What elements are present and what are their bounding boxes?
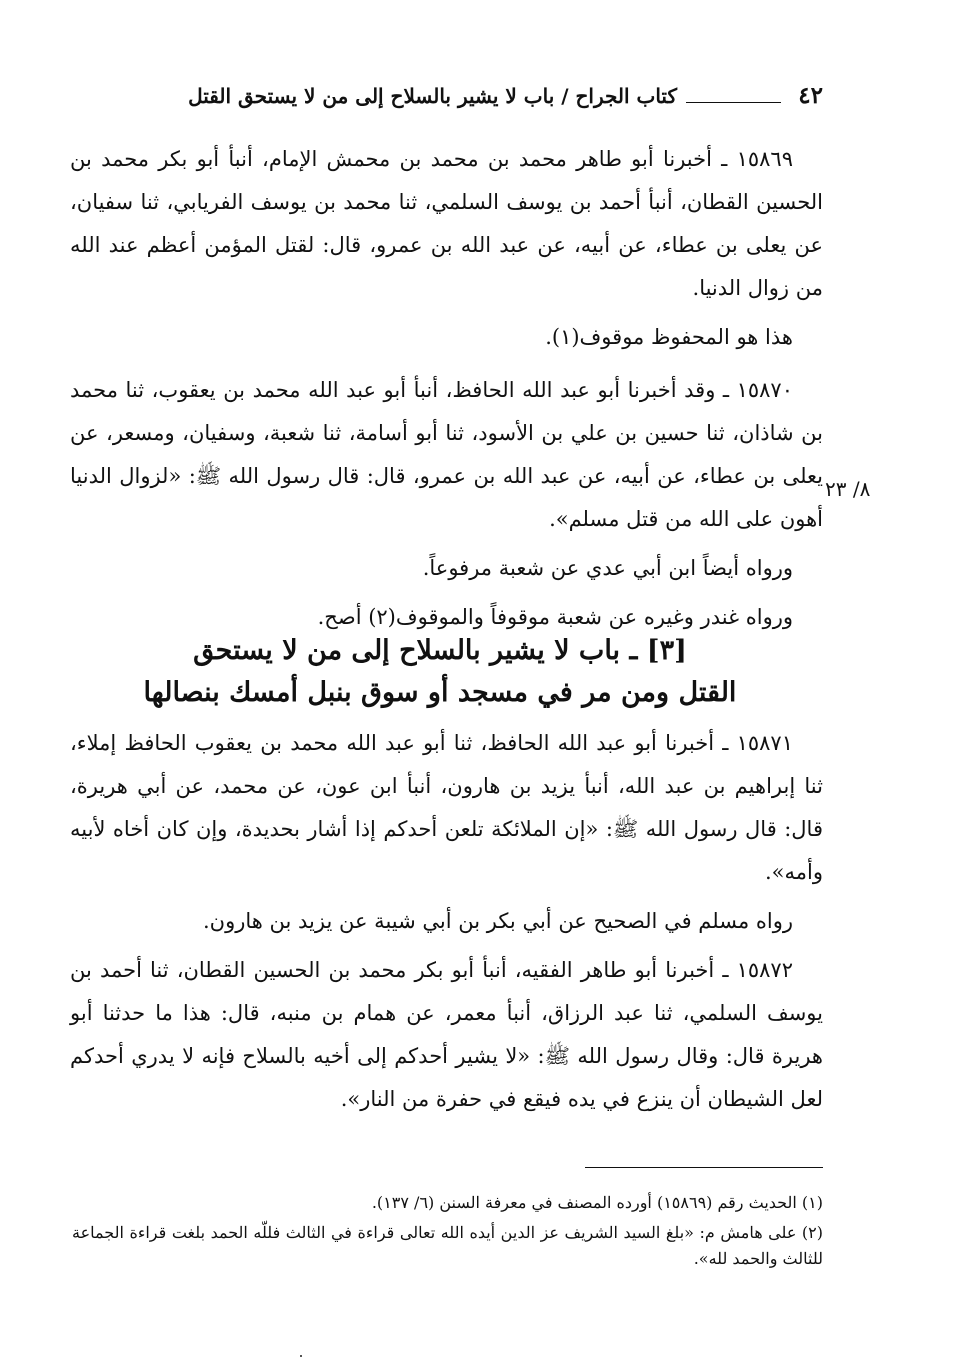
text-block-1 — [70, 138, 823, 639]
narration-note-2: ورواه غندر وغيره عن شعبة موقوفاً والموقوف(٢) أصح. — [317, 605, 793, 629]
running-title: كتاب الجراح / باب لا يشير بالسلاح إلى من لا يستحق القتل — [188, 84, 677, 108]
chapter-title-line-2: القتل ومن مر في مسجد أو سوق بنبل أمسك بنصالها — [143, 677, 737, 708]
page-number: ٤٢ — [798, 82, 823, 109]
footnote-2: (٢) على هامش م: «بلغ السيد الشريف عز الدين أيده الله تعالى قراءة في الثالث فللّه الحمد بلغت قراءة الجماعة للثالث والحمد لله». — [72, 1223, 823, 1268]
footnote-rule — [585, 1167, 823, 1168]
hadith-15870: ١٥٨٧٠ ـ وقد أخبرنا أبو عبد الله الحافظ، أنبأ أبو عبد الله محمد بن يعقوب، ثنا محمد بن شاذان، ثنا حسين بن علي بن الأسود، ثنا أبو أسامة، ثنا شعبة، وسفيان، ومسعر، عن يعلى بن عطاء، عن أبيه، عن عبد الله بن عمرو، قال: قال رسول الله ﷺ: «لزوال الدنيا أهون على الله من قتل مسلم». — [70, 378, 823, 531]
header-rule — [686, 102, 781, 103]
narration-note-1: ورواه أيضاً ابن أبي عدي عن شعبة مرفوعاً. — [422, 556, 793, 580]
footnotes — [72, 1190, 823, 1276]
mawquf-note: هذا هو المحفوظ موقوف(١). — [545, 325, 793, 349]
hadith-15871: ١٥٨٧١ ـ أخبرنا أبو عبد الله الحافظ، ثنا أبو عبد الله محمد بن يعقوب الحافظ إملاء، ثنا إبراهيم بن عبد الله، أنبأ يزيد بن هارون، أنبأ ابن عون، عن محمد، عن أبي هريرة، قال: قال رسول الله ﷺ: «إن الملائكة تلعن أحدكم إذا أشار بحديدة، وإن كان أخاه لأبيه وأمه». — [70, 731, 823, 884]
chapter-heading — [120, 630, 760, 714]
hadith-15869: ١٥٨٦٩ ـ أخبرنا أبو طاهر محمد بن محمد بن محمش الإمام، أنبأ أبو بكر محمد بن الحسين القطان، أنبأ أحمد بن يوسف السلمي، ثنا محمد بن يوسف الفريابي، ثنا سفيان، عن يعلى بن عطاء، عن أبيه، عن عبد الله بن عمرو، قال: لقتل المؤمن أعظم عند الله من زوال الدنيا. — [70, 147, 823, 300]
footnote-1: (١) الحديث رقم (١٥٨٦٩) أورده المصنف في معرفة السنن (٦/ ١٣٧). — [371, 1193, 823, 1212]
hadith-15872: ١٥٨٧٢ ـ أخبرنا أبو طاهر الفقيه، أنبأ أبو بكر محمد بن الحسين القطان، ثنا أحمد بن يوسف السلمي، ثنا عبد الرزاق، أنبأ معمر، عن همام بن منبه، قال: هذا ما حدثنا أبو هريرة قال: وقال رسول الله ﷺ: «لا يشير أحدكم إلى أخيه بالسلاح فإنه لا يدري أحدكم لعل الشيطان أن ينزع في يده فيقع في حفرة من النار». — [70, 958, 823, 1111]
text-block-2 — [70, 722, 823, 1121]
margin-volume-ref: ٨/ ٢٣ — [825, 477, 871, 501]
muslim-note: رواه مسلم في الصحيح عن أبي بكر بن أبي شيبة عن يزيد بن هارون. — [202, 909, 793, 933]
chapter-title-line-1: [٣] ـ باب لا يشير بالسلاح إلى من لا يستحق — [193, 635, 687, 666]
page-header — [68, 80, 823, 120]
scan-speck — [300, 1355, 302, 1357]
